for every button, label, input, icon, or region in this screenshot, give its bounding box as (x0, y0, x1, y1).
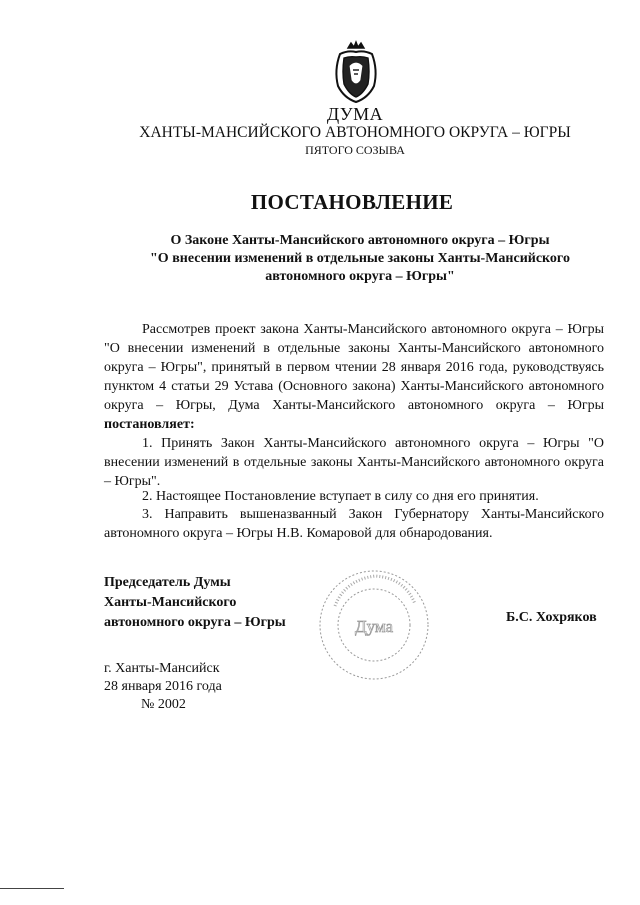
signatory-title (104, 573, 286, 633)
coat-of-arms-emblem (330, 40, 382, 106)
document-footer (104, 660, 222, 714)
footnote-divider (0, 888, 64, 889)
resolution-item-3: 3. Направить вышеназванный Закон Губернатору Ханты-Мансийского автономного округа – Югры Н.В. Комаровой для обнародования. (104, 507, 604, 541)
preamble-text: Рассмотрев проект закона Ханты-Мансийского автономного округа – Югры "О внесении изменений в отдельные законы Ханты-Мансийского автономного округа – Югры", принятый в первом чтении 28 января 2016 года, руководствуясь пунктом 4 статьи 29 Устава (Основного закона) Ханты-Мансийского автономного округа – Югры, Дума Ханты-Мансийского автономного округа – Югры (104, 322, 604, 413)
subject-line-2: "О внесении изменений в отдельные законы Ханты-Мансийского (150, 251, 570, 266)
document-type-title: ПОСТАНОВЛЕНИЕ (250, 190, 454, 214)
resolution-item-2: 2. Настоящее Постановление вступает в силу со дня его принятия. (142, 489, 539, 504)
document-subject (100, 232, 620, 286)
preamble-paragraph (104, 320, 604, 434)
region-name: ХАНТЫ-МАНСИЙСКОГО АВТОНОМНОГО ОКРУГА – ЮГРЫ (139, 124, 571, 141)
signatory-title-line-1: Председатель Думы (104, 575, 231, 590)
organization-name: ДУМА (326, 104, 384, 124)
resolution-item-1: 1. Принять Закон Ханты-Мансийского автономного округа – Югры "О внесении изменений в отдельные законы Ханты-Мансийского автономного округа – Югры". (104, 436, 604, 489)
subject-line-3: автономного округа – Югры" (265, 269, 455, 284)
document-number: № 2002 (141, 697, 186, 712)
signatory-title-line-2: Ханты-Мансийского (104, 595, 237, 610)
signatory-name: Б.С. Хохряков (506, 610, 597, 625)
decides-word: постановляет: (104, 417, 195, 432)
convocation-label: ПЯТОГО СОЗЫВА (305, 143, 405, 157)
city: г. Ханты-Мансийск (104, 661, 220, 676)
official-seal-stamp (315, 566, 433, 684)
subject-line-1: О Законе Ханты-Мансийского автономного округа – Югры (170, 233, 550, 248)
signatory-title-line-3: автономного округа – Югры (104, 615, 286, 630)
document-date: 28 января 2016 года (104, 679, 222, 694)
stamp-center-text: Дума (354, 617, 394, 636)
